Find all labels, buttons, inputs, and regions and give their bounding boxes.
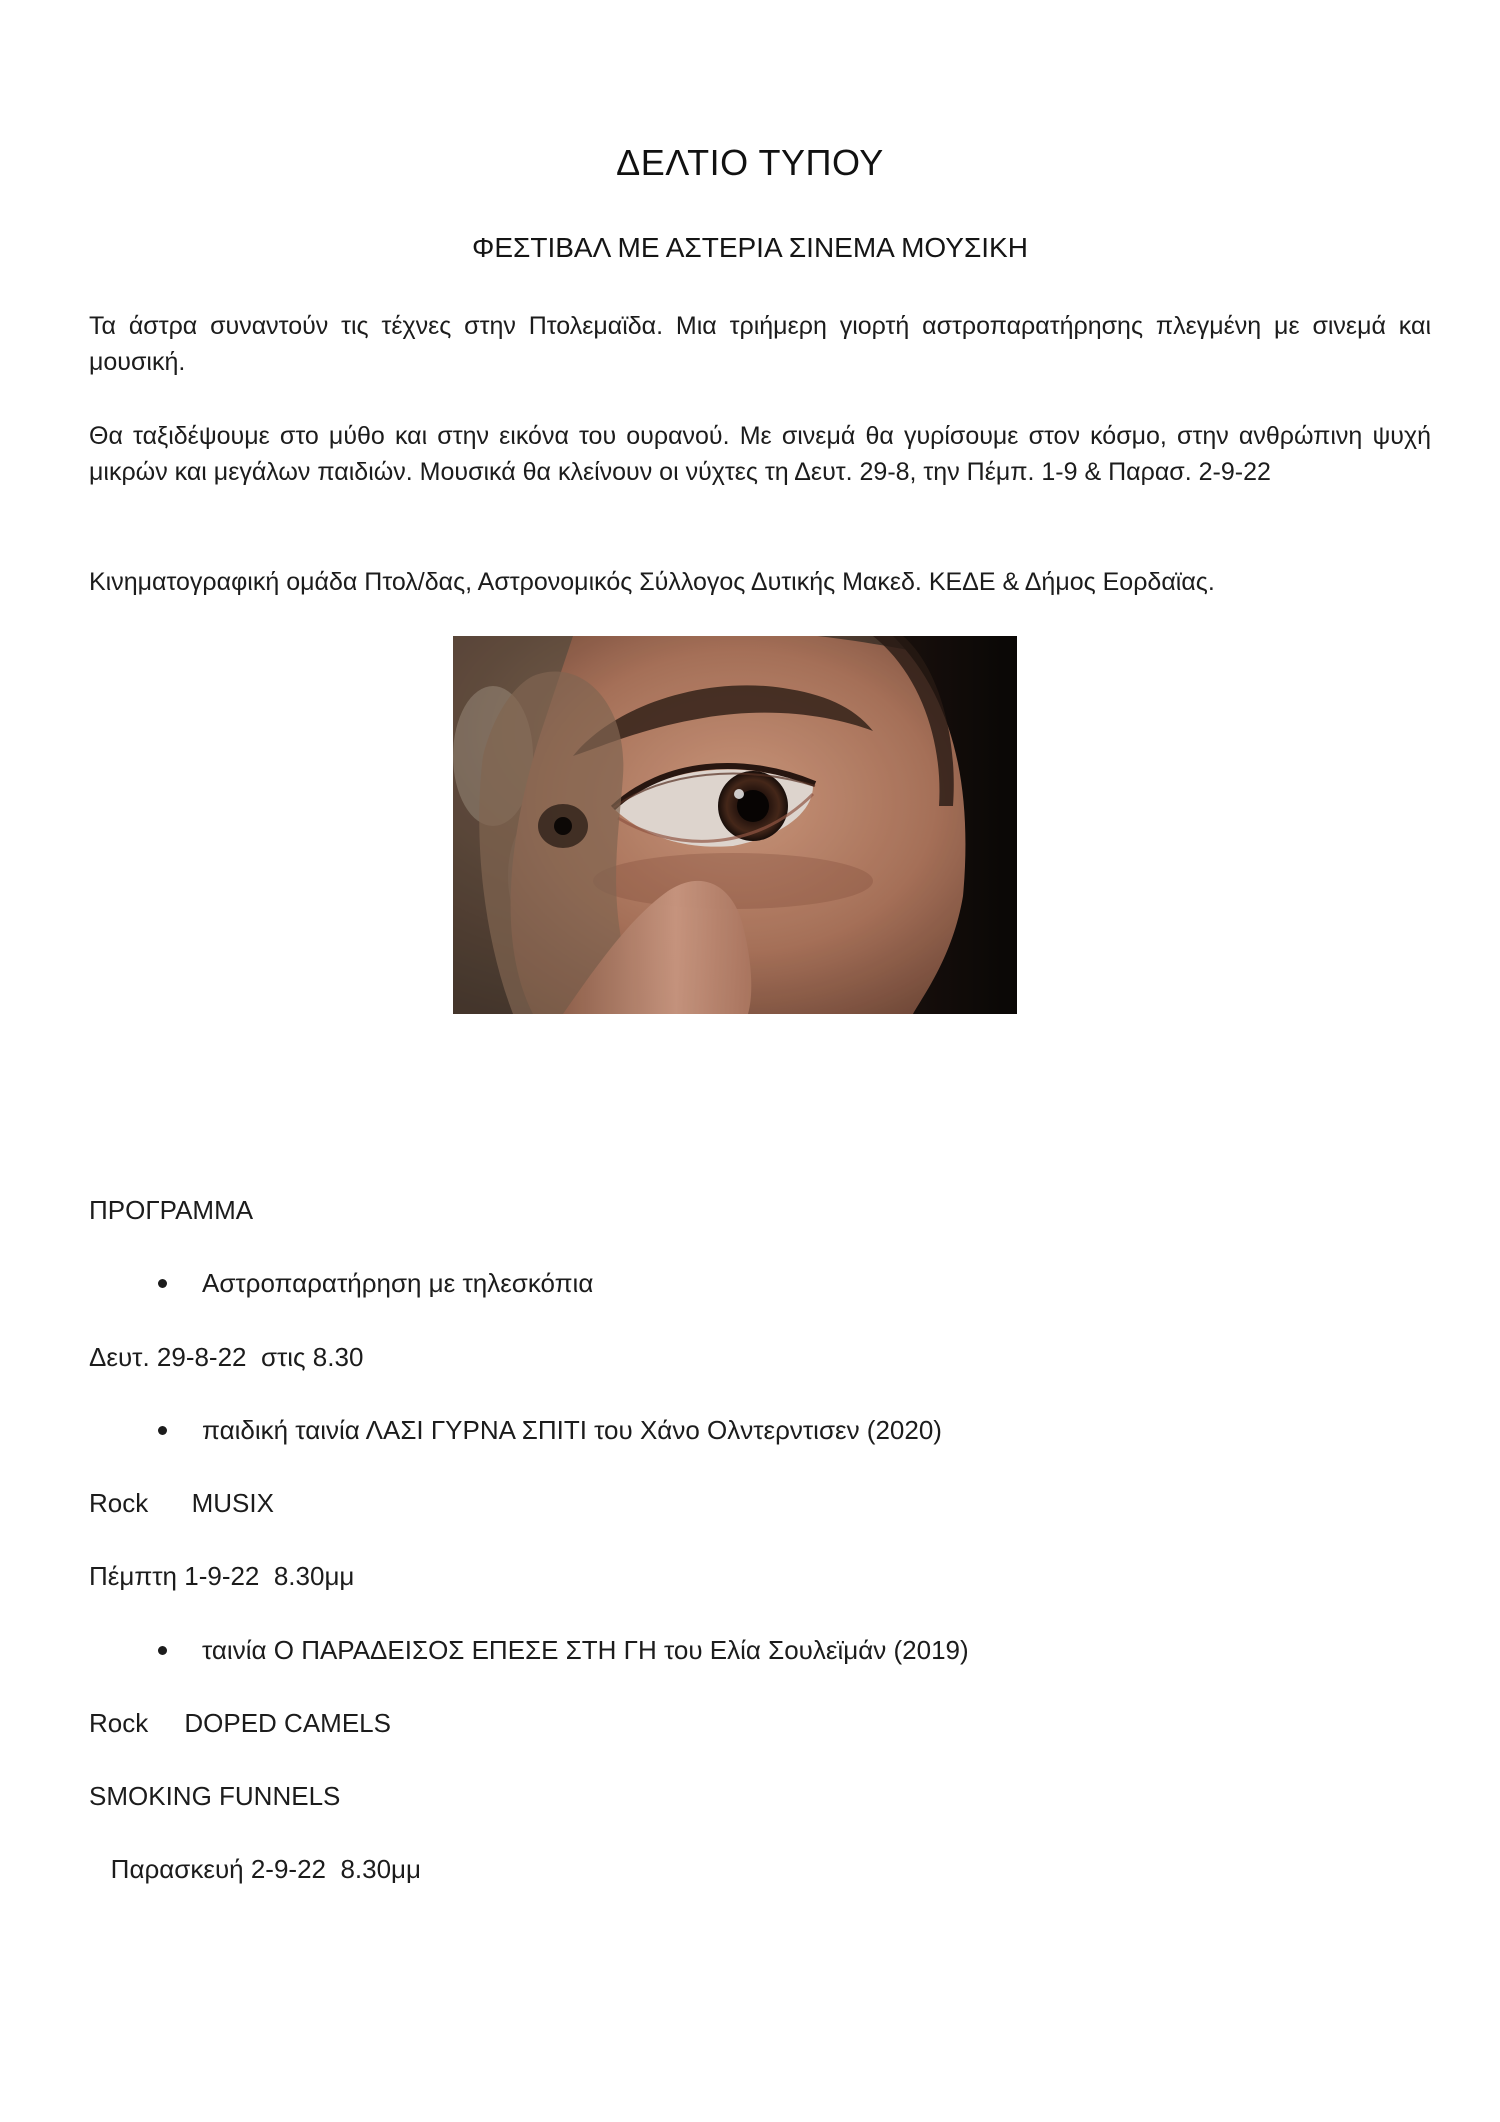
program-item-film: ταινία Ο ΠΑΡΑΔΕΙΣΟΣ ΕΠΕΣΕ ΣΤΗ ΓΗ του Ελία Σουλεϊμάν (2019) [202, 1635, 969, 1665]
program-band-smoking-funnels: SMOKING FUNNELS [89, 1781, 341, 1811]
program-heading: ΠΡΟΓΡΑΜΜΑ [89, 1195, 254, 1225]
document-subtitle: ΦΕΣΤΙΒΑΛ ΜΕ ΑΣΤΕΡΙΑ ΣΙΝΕΜΑ ΜΟΥΣΙΚΗ [472, 232, 1028, 263]
bullet-icon [158, 1646, 167, 1655]
document-title: ΔΕΛΤΙΟ ΤΥΠΟΥ [616, 142, 884, 183]
description-paragraph: Θα ταξιδέψουμε στο μύθο και στην εικόνα του ουρανού. Με σινεμά θα γυρίσουμε στον κόσμο, στην ανθρώπινη ψυχή μικρών και μεγάλων παιδιών. Μουσικά θα κλείνουν οι νύχτες τη Δευτ. 29-8, την Πέμπ. 1-9 & Παρασ. 2-9-22 [89, 422, 1431, 486]
program-band-musix: Rock MUSIX [89, 1488, 274, 1518]
bullet-icon [158, 1426, 167, 1435]
bullet-icon [158, 1279, 167, 1288]
organizers-paragraph: Κινηματογραφική ομάδα Πτολ/δας, Αστρονομικός Σύλλογος Δυτικής Μακεδ. ΚΕΔΕ & Δήμος Εορδαϊας. [89, 568, 1215, 596]
program-item-children-film: παιδική ταινία ΛΑΣΙ ΓΥΡΝΑ ΣΠΙΤΙ του Χάνο Ολντερντισεν (2020) [202, 1415, 942, 1445]
program-item-stargazing: Αστροπαρατήρηση με τηλεσκόπια [202, 1268, 594, 1298]
eye-closeup-photo [453, 636, 1017, 1014]
program-date-friday: Παρασκευή 2-9-22 8.30μμ [89, 1854, 422, 1884]
program-band-doped-camels: Rock DOPED CAMELS [89, 1708, 391, 1738]
intro-paragraph: Τα άστρα συναντούν τις τέχνες στην Πτολεμαϊδα. Μια τριήμερη γιορτή αστροπαρατήρησης πλεγμένη με σινεμά και μουσική. [89, 312, 1431, 376]
program-date-monday: Δευτ. 29-8-22 στις 8.30 [89, 1342, 364, 1372]
program-date-thursday: Πέμπτη 1-9-22 8.30μμ [89, 1561, 355, 1591]
